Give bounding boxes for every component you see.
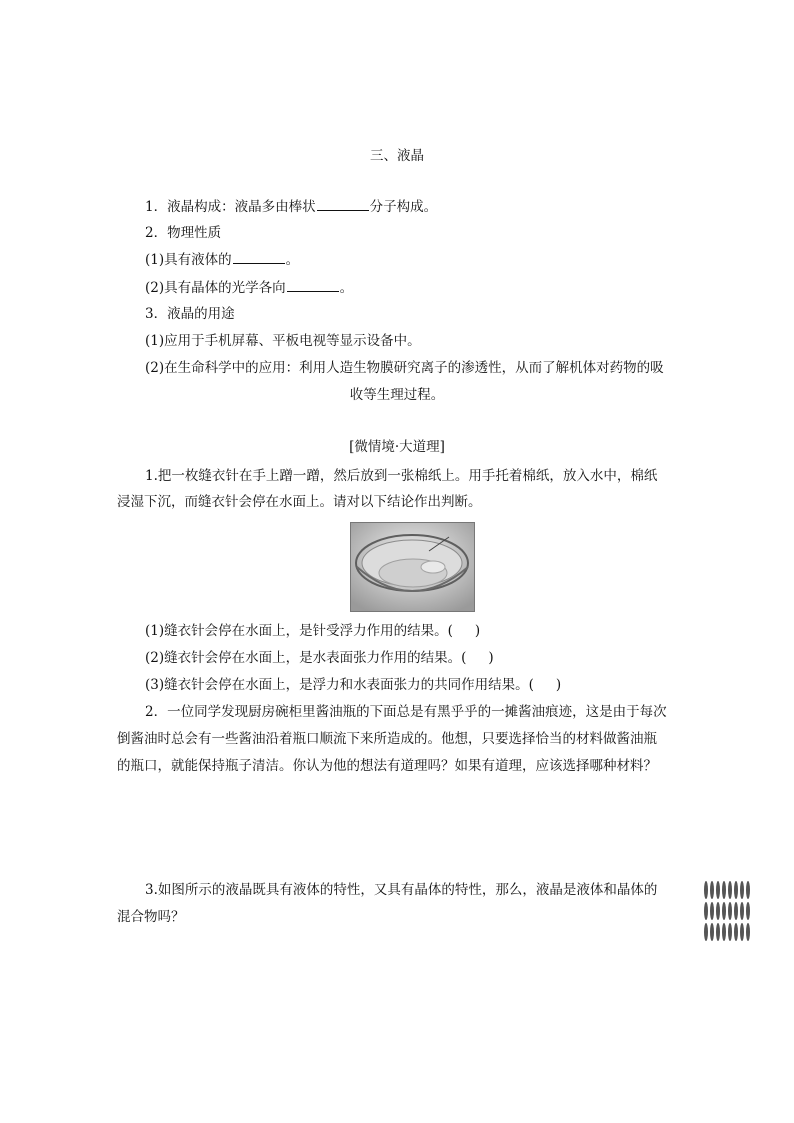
item-1: [145, 197, 437, 217]
item-2-1: [145, 250, 299, 270]
item-2: 2．物理性质: [145, 225, 222, 241]
q1-option-3: [145, 675, 561, 695]
item-1-text-b: 分子构成。: [369, 199, 438, 215]
q1-option-1: [145, 621, 480, 641]
q3-line1: 3.如图所示的液晶既具有液体的特性，又具有晶体的特性，那么，液晶是液体和晶体的: [145, 882, 658, 898]
item-3: 3．液晶的用途: [145, 306, 235, 322]
q1-option-1-text: (1)缝衣针会停在水面上，是针受浮力作用的结果。(: [145, 623, 453, 639]
q1-option-2-text: (2)缝衣针会停在水面上，是水表面张力作用的结果。(: [145, 650, 467, 666]
q1-option-2: [145, 648, 494, 668]
glass-bowl-icon: [351, 523, 474, 611]
item-2-2: [145, 278, 353, 298]
subheading: [微情境·大道理]: [349, 439, 445, 455]
item-2-1-text-b: 。: [285, 252, 300, 268]
item-2-1-text-a: (1)具有液体的: [145, 252, 232, 268]
q1-line2: 浸湿下沉，而缝衣针会停在水面上。请对以下结论作出判断。: [117, 494, 482, 510]
item-3-2-line1: (2)在生命科学中的应用：利用人造生物膜研究离子的渗透性，从而了解机体对药物的吸: [145, 360, 664, 376]
item-3-1: (1)应用于手机屏幕、平板电视等显示设备中。: [145, 333, 421, 349]
item-2-2-text-a: (2)具有晶体的光学各向: [145, 280, 286, 296]
item-1-text-a: 1．液晶构成：液晶多由棒状: [145, 199, 316, 215]
answer-blank[interactable]: [317, 198, 369, 211]
paren-close: ): [555, 677, 562, 693]
q2-line2: 倒酱油时总会有一些酱油沿着瓶口顺流下来所造成的。他想，只要选择恰当的材料做酱油瓶: [117, 731, 657, 747]
needle-on-water-photo: [350, 522, 475, 612]
q1-line1: 1.把一枚缝衣针在手上蹭一蹭，然后放到一张棉纸上。用手托着棉纸，放入水中，棉纸: [145, 468, 658, 484]
answer-blank[interactable]: [233, 251, 285, 264]
q2-line3: 的瓶口，就能保持瓶子清洁。你认为他的想法有道理吗？如果有道理，应该选择哪种材料？: [117, 758, 657, 774]
q3-line2: 混合物吗？: [117, 909, 185, 925]
section-title: 三、液晶: [370, 148, 424, 164]
q2-line1: 2．一位同学发现厨房碗柜里酱油瓶的下面总是有黑乎乎的一摊酱油痕迹，这是由于每次: [145, 704, 667, 720]
item-2-2-text-b: 。: [339, 280, 354, 296]
paren-close: ): [474, 623, 481, 639]
answer-blank[interactable]: [287, 279, 339, 292]
q1-option-3-text: (3)缝衣针会停在水面上，是浮力和水表面张力的共同作用结果。(: [145, 677, 534, 693]
liquid-crystal-molecules-icon: [702, 880, 754, 942]
item-3-2-line2: 收等生理过程。: [349, 387, 445, 403]
paren-close: ): [488, 650, 494, 666]
